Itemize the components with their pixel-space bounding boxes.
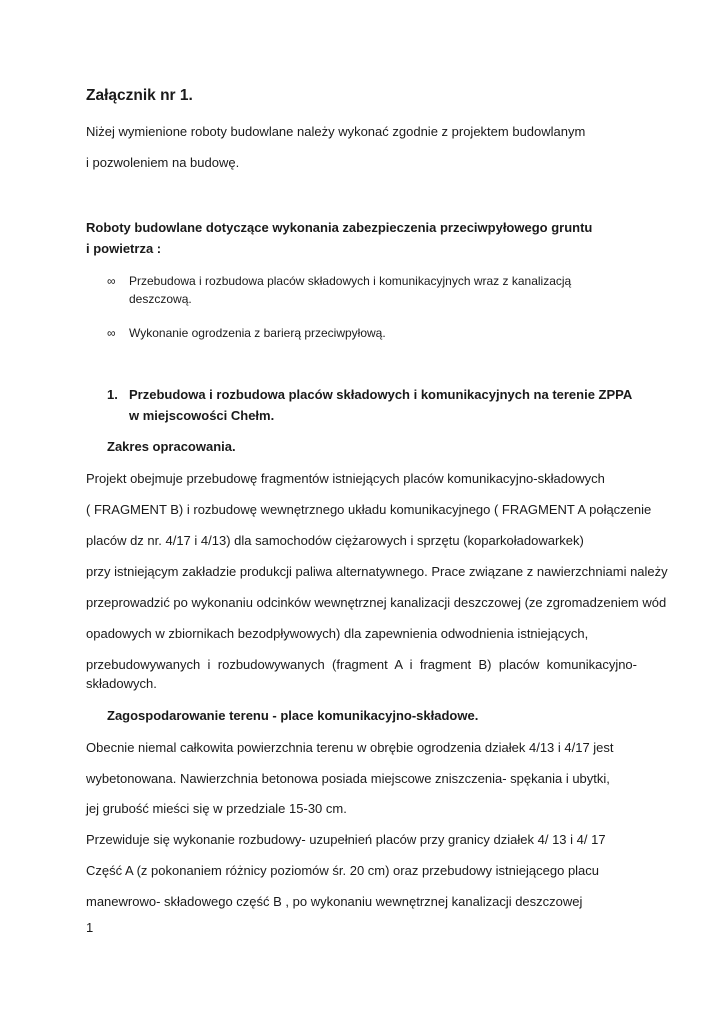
section-heading-line-1: Roboty budowlane dotyczące wykonania zabezpieczenia przeciwpyłowego gruntu <box>86 220 593 235</box>
scope-line-8: składowych. <box>86 676 157 691</box>
document-title: Załącznik nr 1. <box>86 87 193 104</box>
scope-line-2: ( FRAGMENT B) i rozbudowę wewnętrznego układu komunikacyjnego ( FRAGMENT A połączenie <box>86 502 652 517</box>
land-line-1: Obecnie niemal całkowita powierzchnia terenu w obrębie ogrodzenia działek 4/13 i 4/17 jest <box>86 740 614 755</box>
land-line-4: Przewiduje się wykonanie rozbudowy- uzupełnień placów przy granicy działek 4/ 13 i 4/ 17 <box>86 832 606 847</box>
scope-line-7: przebudowywanych i rozbudowywanych (fragment A i fragment B) placów komunikacyjno- <box>86 657 637 672</box>
bullet-2-line-1: Wykonanie ogrodzenia z barierą przeciwpyłową. <box>129 326 386 340</box>
page-number: 1 <box>86 920 94 935</box>
scope-line-6: opadowych w zbiornikach bezodpływowych) dla zapewnienia odwodnienia istniejących, <box>86 626 589 641</box>
scope-line-3: placów dz nr. 4/17 i 4/13) dla samochodów ciężarowych i sprzętu (koparkoładowarkek) <box>86 533 584 548</box>
land-line-5: Część A (z pokonaniem różnicy poziomów śr. 20 cm) oraz przebudowy istniejącego placu <box>86 863 600 878</box>
bullet-1-line-1: Przebudowa i rozbudowa placów składowych i komunikacyjnych wraz z kanalizacją <box>129 274 572 288</box>
numbered-heading-line-2: w miejscowości Chełm. <box>129 408 275 423</box>
scope-line-5: przeprowadzić po wykonaniu odcinków wewnętrznej kanalizacji deszczowej (ze zgromadzeniem wód <box>86 595 667 610</box>
bullet-infinity-icon: ∞ <box>107 274 116 288</box>
subheading-land: Zagospodarowanie terenu - place komunikacyjno-składowe. <box>107 708 479 723</box>
land-line-3: jej grubość mieści się w przedziale 15-30 cm. <box>86 801 347 816</box>
section-heading-line-2: i powietrza : <box>86 241 162 256</box>
scope-line-1: Projekt obejmuje przebudowę fragmentów istniejących placów komunikacyjno-składowych <box>86 471 605 486</box>
scope-line-4: przy istniejącym zakładzie produkcji paliwa alternatywnego. Prace związane z nawierzchniami należy <box>86 564 668 579</box>
bullet-1-line-2: deszczową. <box>129 292 192 306</box>
subheading-scope: Zakres opracowania. <box>107 439 236 454</box>
numbered-heading-number: 1. <box>107 387 118 402</box>
intro-line-2: i pozwoleniem na budowę. <box>86 155 240 170</box>
bullet-infinity-icon: ∞ <box>107 326 116 340</box>
land-line-6: manewrowo- składowego część B , po wykonaniu wewnętrznej kanalizacji deszczowej <box>86 894 583 909</box>
intro-line-1: Niżej wymienione roboty budowlane należy wykonać zgodnie z projektem budowlanym <box>86 124 586 139</box>
land-line-2: wybetonowana. Nawierzchnia betonowa posiada miejscowe zniszczenia- spękania i ubytki, <box>86 771 610 786</box>
numbered-heading-line-1: Przebudowa i rozbudowa placów składowych i komunikacyjnych na terenie ZPPA <box>129 387 633 402</box>
